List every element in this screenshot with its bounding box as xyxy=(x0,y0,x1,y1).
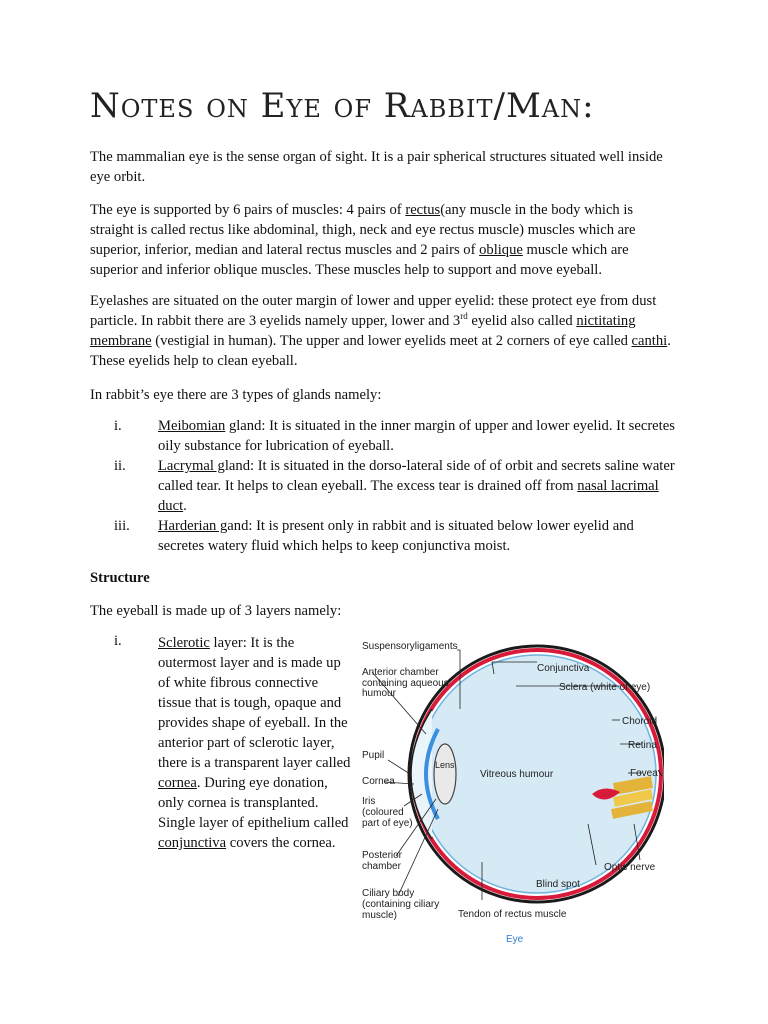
label-retina: Retina xyxy=(628,740,657,751)
label-pupil: Pupil xyxy=(362,750,385,761)
eyelids-paragraph: Eyelashes are situated on the outer margin of lower and upper eyelid: these protect eye from dust particle. In rabbit there are 3 eyelids namely upper, lower and 3rd eyelid also called nictitating membrane (vestigial in human). The upper and lower eyelids meet at 2 corners of eye called canthi. These eyelids help to clean eyeball. xyxy=(90,293,671,369)
layers-intro: The eyeball is made up of 3 layers namely: xyxy=(90,603,342,619)
label-blind-spot: Blind spot xyxy=(536,879,580,890)
canthi-term: canthi xyxy=(631,333,668,349)
glands-intro: In rabbit’s eye there are 3 types of glands namely: xyxy=(90,387,382,403)
label-posterior-chamber-1: Posterior xyxy=(362,850,403,861)
document-page: Notes on Eye of Rabbit/Man: The mammalian eye is the sense organ of sight. It is a pair spherical structures situated well inside eye orbit. The eye is supported by 6 pairs of muscles: 4 pairs of rectus(any muscle in the body which is straight is called rectus like abdominal, thigh, neck and eye rectus muscle) muscles which are superior, inferior, median and lateral rectus muscles and 2 pairs of oblique muscle which are superior and inferior oblique muscles. These muscles help to support and move eyeball. Eyelashes are situated on the outer margin of lower and upper eyelid: these protect eye from dust particle. In rabbit there are 3 eyelids namely upper, lower and 3rd eyelid also called nictitating membrane (vestigial in human). The upper and lower eyelids meet at 2 corners of eye called canthi. These eyelids help to clean eyeball. In rabbit’s eye there are 3 types of glands namely: i. Meibomian gland: It is situated in the inner margin of upper and lower eyelid. It secretes oily substance for lubrication of eyeball. ii. Lacrymal gland: It is situated in the dorso-lateral side of of orbit and secrets saline water called tear. It helps to clean eyeball. The excess tear is drained off from nasal lacrimal duct. iii. Harderian gand: It is present only in rabbit and is situated below lower eyelid and secretes watery fluid which helps to keep conjunctiva moist. Structure The eyeball is made up of 3 layers namely: i. Sclerotic layer: It is the outermost layer and is made up of white fibrous connective tissue that is tough, opaque and provides shape of eyeball. In the anterior part of sclerotic layer, there is a transparent layer called cornea. During eye donation, only cornea is transplanted. Single layer of epithelium called conjunctiva covers the cornea. Suspensoryligaments Anterior chamber containing aqueous humour Conjunctiva Sclera (white of eye) Choroid Retina Fovea Pupil Lens Vitreous humour Cornea Iris (coloured part of eye) Posterior chamber Optic nerve Blind spot Ciliary body (containing ciliary muscle) Tendon of rectus muscle Eye xyxy=(0,0,768,1024)
label-choroid: Choroid xyxy=(622,716,658,727)
label-iris-1: Iris xyxy=(362,796,376,807)
intro-paragraph: The mammalian eye is the sense organ of sight. It is a pair spherical structures situated well inside eye orbit. xyxy=(90,149,663,185)
label-optic-nerve: Optic nerve xyxy=(604,862,656,873)
label-sclera: Sclera (white of eye) xyxy=(559,682,651,693)
label-conjunctiva: Conjunctiva xyxy=(537,663,590,674)
label-cornea: Cornea xyxy=(362,776,395,787)
lens xyxy=(434,744,456,804)
label-anterior-chamber-1: Anterior chamber xyxy=(362,667,439,678)
eye-diagram xyxy=(352,634,664,930)
label-ciliary-body-2: (containing ciliary xyxy=(362,899,440,910)
label-suspensory-ligaments: Suspensoryligaments xyxy=(362,641,458,652)
muscles-paragraph: The eye is supported by 6 pairs of muscles: 4 pairs of rectus(any muscle in the body which is straight is called rectus like abdominal, thigh, neck and eye rectus muscle) muscles which are superior, inferior, median and lateral rectus muscles and 2 pairs of oblique muscle which are superior and inferior oblique muscles. These muscles help to support and move eyeball. xyxy=(90,202,636,278)
label-posterior-chamber-2: chamber xyxy=(362,861,401,872)
layer-number: i. xyxy=(114,633,122,649)
oblique-term: oblique xyxy=(479,242,523,258)
label-lens: Lens xyxy=(435,760,455,770)
label-anterior-chamber-3: humour xyxy=(362,688,396,699)
label-vitreous-humour: Vitreous humour xyxy=(480,769,554,780)
label-anterior-chamber-2: containing aqueous xyxy=(362,678,449,689)
label-ciliary-body-1: Ciliary body xyxy=(362,888,415,899)
label-fovea: Fovea xyxy=(630,768,658,779)
rectus-term: rectus xyxy=(405,202,441,218)
sclerotic-layer-text: Sclerotic layer: It is the outermost layer and is made up of white fibrous connective tissue that is tough, opaque and provides shape of eyeball. In the anterior part of sclerotic layer, there is a transparent layer called cornea. During eye donation, only cornea is transplanted. Single layer of epithelium called conjunctiva covers the cornea. xyxy=(158,635,351,851)
label-iris-2: (coloured xyxy=(362,807,404,818)
nictitating-membrane-term: nictitating membrane xyxy=(90,313,636,349)
structure-heading: Structure xyxy=(90,570,150,586)
label-ciliary-body-3: muscle) xyxy=(362,910,398,921)
label-tendon-rectus: Tendon of rectus muscle xyxy=(458,909,567,920)
figure-caption: Eye xyxy=(506,934,524,945)
page-title: Notes on Eye of Rabbit/Man: xyxy=(90,86,595,126)
label-iris-3: part of eye) xyxy=(362,818,413,829)
